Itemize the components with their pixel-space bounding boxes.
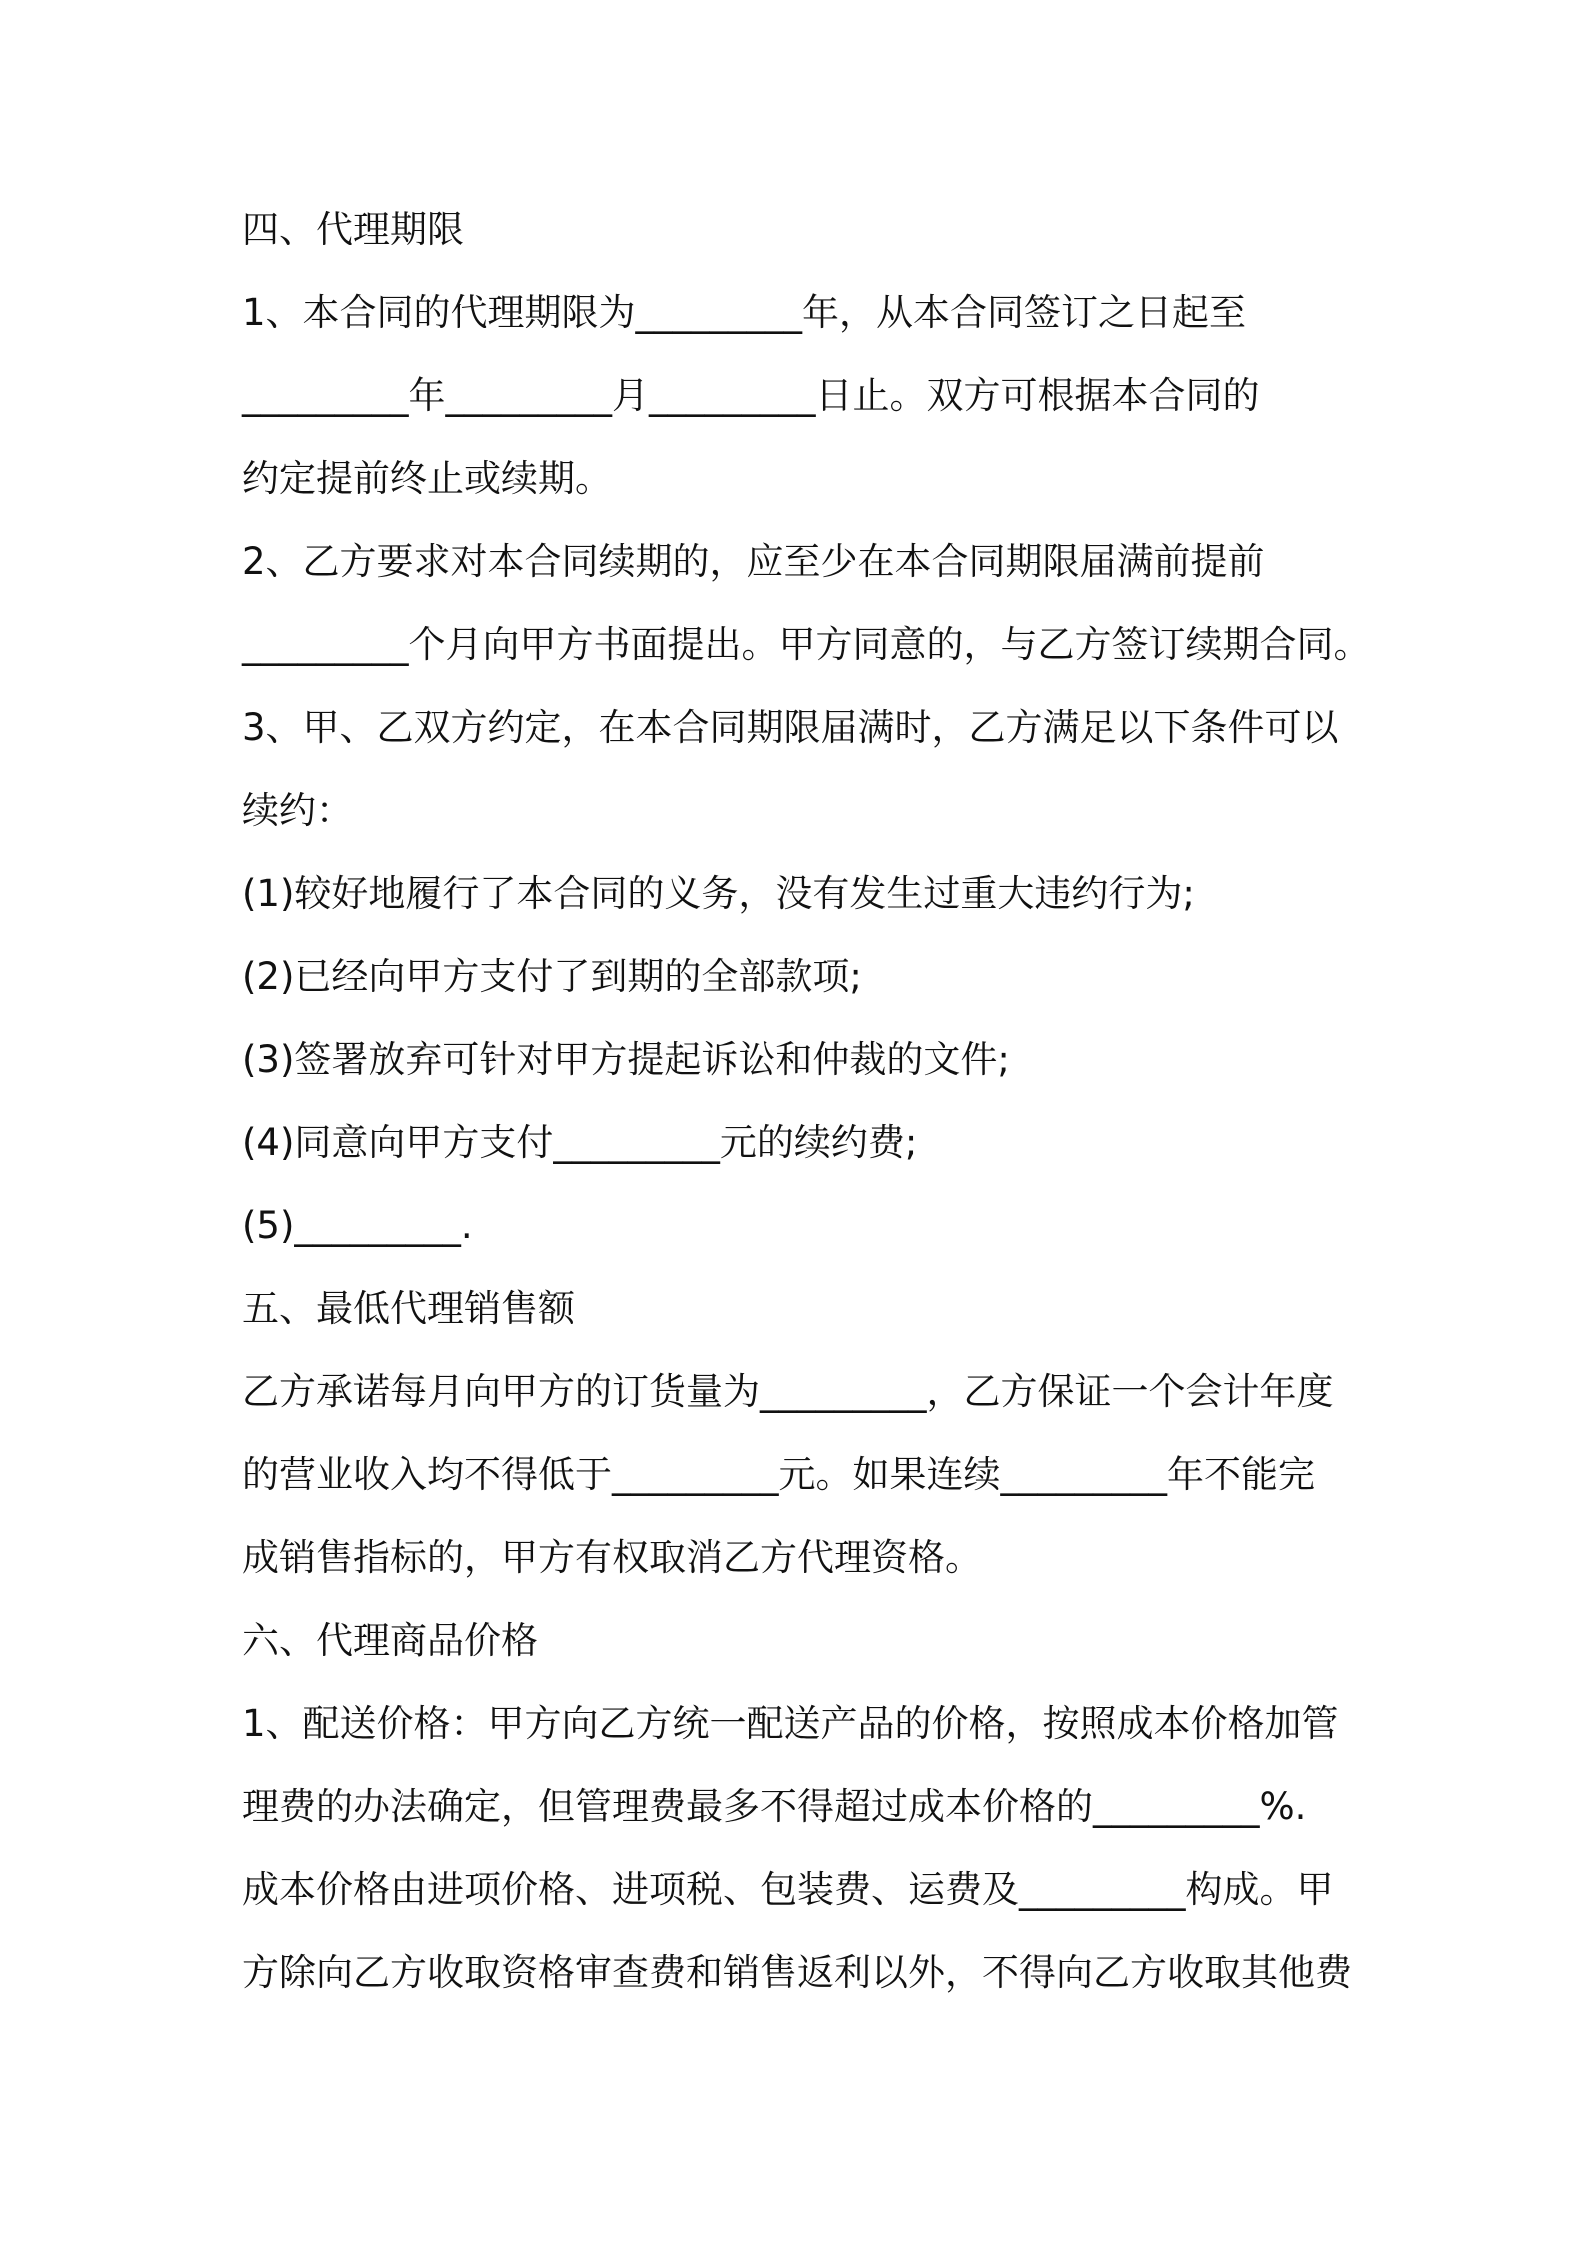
paragraph-line: _________年_________月_________日止。双方可根据本合同的 — [242, 374, 1260, 417]
section-heading-min-sales: 五、最低代理销售额 — [242, 1287, 575, 1330]
list-item: (3)签署放弃可针对甲方提起诉讼和仲裁的文件; — [242, 1038, 1010, 1081]
paragraph-line: _________个月向甲方书面提出。甲方同意的，与乙方签订续期合同。 — [242, 623, 1371, 666]
paragraph-line: 乙方承诺每月向甲方的订货量为_________，乙方保证一个会计年度 — [242, 1370, 1334, 1413]
list-item: (4)同意向甲方支付_________元的续约费; — [242, 1121, 918, 1164]
section-heading-term: 四、代理期限 — [242, 208, 464, 251]
paragraph-line: 约定提前终止或续期。 — [242, 457, 612, 500]
paragraph-line: 成本价格由进项价格、进项税、包装费、运费及_________构成。甲 — [242, 1868, 1334, 1911]
list-item: (2)已经向甲方支付了到期的全部款项; — [242, 955, 862, 998]
paragraph-line: 的营业收入均不得低于_________元。如果连续_________年不能完 — [242, 1453, 1315, 1496]
paragraph-line: 2、乙方要求对本合同续期的，应至少在本合同期限届满前提前 — [242, 540, 1265, 583]
paragraph-line: 成销售指标的，甲方有权取消乙方代理资格。 — [242, 1536, 982, 1579]
list-item: (5)_________. — [242, 1204, 473, 1247]
paragraph-line: 1、配送价格：甲方向乙方统一配送产品的价格，按照成本价格加管 — [242, 1702, 1339, 1745]
paragraph-line: 1、本合同的代理期限为_________年，从本合同签订之日起至 — [242, 291, 1247, 334]
paragraph-line: 3、甲、乙双方约定，在本合同期限届满时，乙方满足以下条件可以 — [242, 706, 1339, 749]
section-heading-price: 六、代理商品价格 — [242, 1619, 538, 1662]
paragraph-line: 理费的办法确定，但管理费最多不得超过成本价格的_________%. — [242, 1785, 1307, 1828]
paragraph-line: 续约： — [242, 789, 353, 832]
paragraph-line: 方除向乙方收取资格审查费和销售返利以外，不得向乙方收取其他费 — [242, 1951, 1352, 1994]
list-item: (1)较好地履行了本合同的义务，没有发生过重大违约行为; — [242, 872, 1195, 915]
